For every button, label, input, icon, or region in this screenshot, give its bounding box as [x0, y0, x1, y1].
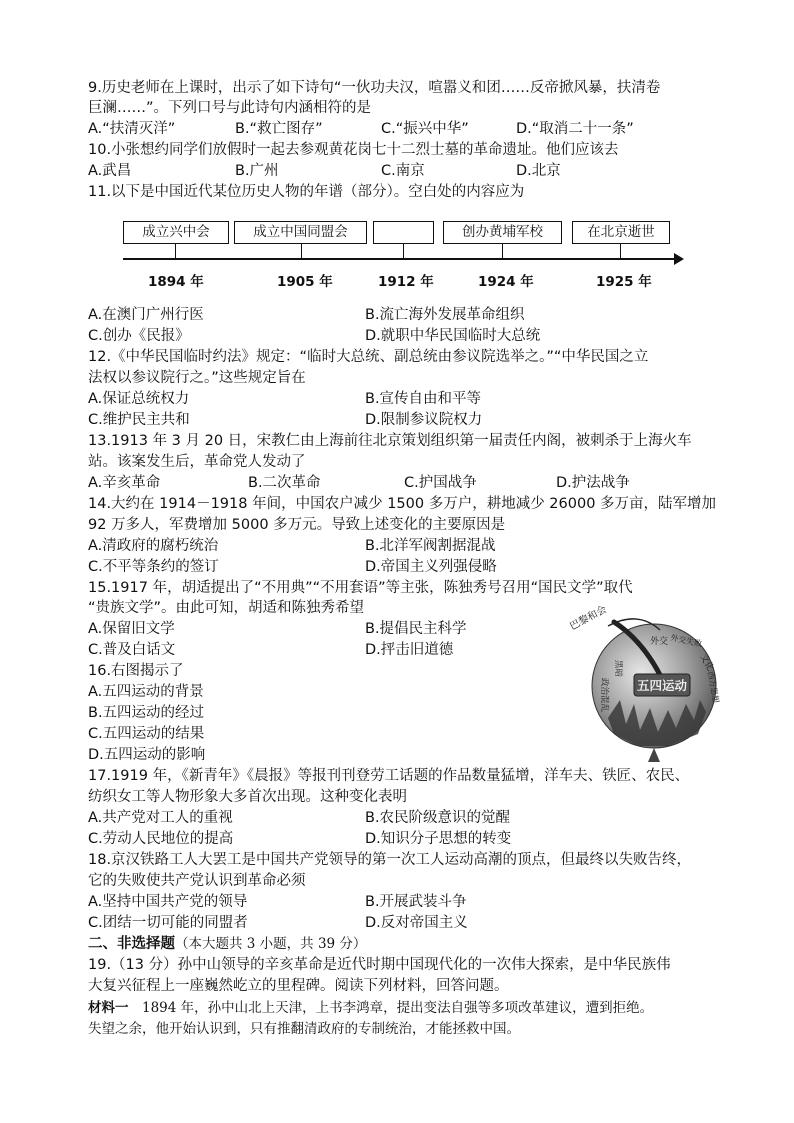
timeline-tick [175, 243, 176, 258]
q15-stem-line2: “贵族文学”。由此可知，胡适和陈独秀希望 [88, 600, 365, 616]
timeline-event-5: 在北京逝世 [572, 221, 670, 244]
q18-stem-line1: 18.京汉铁路工人大罢工是中国共产党领导的第一次工人运动高潮的顶点，但最终以失败告终， [88, 852, 692, 868]
timeline-tick [301, 243, 302, 258]
q16-cartoon-figure [568, 600, 720, 768]
timeline-tick [620, 243, 621, 258]
q11-option-a[interactable]: A.在澳门广州行医 [88, 307, 204, 323]
q10-stem: 10.小张想约同学们放假时一起去参观黄花岗七十二烈士墓的革命遗址。他们应该去 [88, 142, 619, 158]
q13-option-a[interactable]: A.辛亥革命 [88, 475, 161, 491]
q17-option-b[interactable]: B.农民阶级意识的觉醒 [365, 810, 511, 826]
figure-label-darkness: 黑暗 [613, 660, 623, 678]
section2-note: （本大题共 3 小题，共 39 分） [175, 936, 367, 952]
q12-stem-line2: 法权以参议院行之。”这些规定旨在 [88, 370, 306, 386]
q9-option-a[interactable]: A.“扶清灭洋” [88, 121, 176, 137]
q10-option-c[interactable]: C.南京 [381, 163, 425, 179]
q12-stem-line1: 12.《中华民国临时约法》规定：“临时大总统、副总统由参议院选举之。”“中华民国之立 [88, 349, 649, 365]
q18-stem-line2: 它的失败使共产党认识到革命必须 [88, 873, 306, 889]
q14-option-a[interactable]: A.清政府的腐朽统治 [88, 538, 219, 554]
timeline-year-1: 1894 年 [148, 274, 204, 290]
q14-option-b[interactable]: B.北洋军阀割据混战 [365, 538, 496, 554]
q14-option-c[interactable]: C.不平等条约的签订 [88, 559, 219, 575]
q13-option-c[interactable]: C.护国战争 [404, 475, 477, 491]
q17-stem-line2: 纺织女工等人物形象大多首次出现。这种变化表明 [88, 789, 407, 805]
timeline-event-4: 创办黄埔军校 [443, 221, 562, 244]
q12-option-b[interactable]: B.宣传自由和平等 [365, 391, 482, 407]
q15-option-d[interactable]: D.抨击旧道德 [365, 642, 454, 658]
q16-option-c[interactable]: C.五四运动的结果 [88, 726, 205, 742]
q18-option-b[interactable]: B.开展武装斗争 [365, 894, 467, 910]
timeline-event-2: 成立中国同盟会 [234, 221, 367, 244]
q17-option-c[interactable]: C.劳动人民地位的提高 [88, 831, 234, 847]
q10-option-a[interactable]: A.武昌 [88, 163, 132, 179]
q18-option-c[interactable]: C.团结一切可能的同盟者 [88, 915, 248, 931]
timeline-tick [502, 243, 503, 258]
q9-option-b[interactable]: B.“救亡图存” [235, 121, 323, 137]
timeline-year-2: 1905 年 [277, 274, 333, 290]
figure-label-western-thought: 西方思想 [706, 670, 720, 704]
figure-label-politics: 政治混乱 [599, 678, 609, 713]
q11-option-b[interactable]: B.流亡海外发展革命组织 [365, 307, 525, 323]
q12-option-d[interactable]: D.限制参议院权力 [365, 412, 483, 428]
q19-stem-line2: 大复兴征程上一座巍然屹立的里程碑。阅读下列材料，回答问题。 [88, 978, 509, 994]
q10-option-b[interactable]: B.广州 [235, 163, 279, 179]
q11-option-d[interactable]: D.就职中华民国临时大总统 [365, 328, 541, 344]
q13-option-b[interactable]: B.二次革命 [248, 475, 321, 491]
timeline-event-blank [373, 221, 434, 244]
timeline-year-3: 1912 年 [378, 274, 434, 290]
timeline-axis [123, 258, 676, 260]
q15-option-b[interactable]: B.提倡民主科学 [365, 621, 467, 637]
figure-label-paris: 巴黎和会 [568, 604, 609, 633]
material-label: 材料一 [88, 1000, 129, 1016]
timeline-arrow-icon [674, 253, 684, 265]
q19-material-1-line2: 失望之余，他开始认识到，只有推翻清政府的专制统治，才能拯救中国。 [88, 1021, 520, 1037]
q14-stem-line1: 14.大约在 1914－1918 年间，中国农户减少 1500 多万户，耕地减少 26000 多万亩，陆军增加 [88, 496, 717, 512]
q12-option-c[interactable]: C.维护民主共和 [88, 412, 190, 428]
figure-center-label: 五四运动 [636, 678, 688, 693]
section2-title: 二、非选择题 [88, 936, 175, 952]
q10-option-d[interactable]: D.北京 [516, 163, 561, 179]
q15-stem-line1: 15.1917 年，胡适提出了“不用典”“不用套语”等主张，陈独秀号召用“国民文学”取代 [88, 580, 633, 596]
q17-stem-line1: 17.1919 年，《新青年》《晨报》等报刊刊登劳工话题的作品数量猛增，洋车夫、铁匠、农民、 [88, 768, 690, 784]
q9-option-d[interactable]: D.“取消二十一条” [516, 121, 634, 137]
q14-option-d[interactable]: D.帝国主义列强侵略 [365, 559, 497, 575]
q11-stem: 11.以下是中国近代某位历史人物的年谱（部分）。空白处的内容应为 [88, 184, 525, 200]
timeline-year-4: 1924 年 [478, 274, 534, 290]
q17-option-d[interactable]: D.知识分子思想的转变 [365, 831, 512, 847]
figure-label-culture: 文化 [697, 652, 716, 674]
q19-material-1-line1 [88, 998, 653, 1018]
timeline-event-1: 成立兴中会 [123, 221, 229, 244]
q18-option-d[interactable]: D.反对帝国主义 [365, 915, 468, 931]
section2-heading [88, 934, 366, 954]
timeline-year-5: 1925 年 [596, 274, 652, 290]
q15-option-a[interactable]: A.保留旧文学 [88, 621, 175, 637]
q12-option-a[interactable]: A.保证总统权力 [88, 391, 190, 407]
q15-option-c[interactable]: C.普及白话文 [88, 642, 176, 658]
q16-stem: 16.右图揭示了 [88, 663, 184, 679]
q9-stem-line2: 巨澜……”。下列口号与此诗句内涵相符的是 [88, 100, 372, 116]
q17-option-a[interactable]: A.共产党对工人的重视 [88, 810, 233, 826]
q9-stem-line1: 9.历史老师在上课时，出示了如下诗句“一伙功夫汉，喧嚣义和团……反帝掀风暴，扶清卷 [88, 80, 661, 96]
q16-option-d[interactable]: D.五四运动的影响 [88, 747, 206, 763]
q14-stem-line2: 92 万多人，军费增加 5000 多万元。导致上述变化的主要原因是 [88, 517, 506, 533]
figure-label-diplomacy: 外交 [650, 637, 669, 647]
q11-option-c[interactable]: C.创办《民报》 [88, 328, 190, 344]
q9-option-c[interactable]: C.“振兴中华” [381, 121, 469, 137]
q18-option-a[interactable]: A.坚持中国共产党的领导 [88, 894, 248, 910]
q13-stem-line2: 站。该案发生后，革命党人发动了 [88, 454, 306, 470]
q19-stem-line1: 19.（13 分）孙中山领导的辛亥革命是近代时期中国现代化的一次伟大探索，是中华民族伟 [88, 957, 671, 973]
q13-option-d[interactable]: D.护法战争 [556, 475, 630, 491]
q13-stem-line1: 13.1913 年 3 月 20 日，宋教仁由上海前往北京策划组织第一届责任内阁，被刺杀于上海火车 [88, 433, 692, 449]
q16-option-a[interactable]: A.五四运动的背景 [88, 684, 204, 700]
timeline-tick [403, 243, 404, 258]
figure-label-diplomatic-failure: 外交失败 [669, 633, 703, 649]
material-text: 1894 年，孙中山北上天津，上书李鸿章，提出变法自强等多项改革建议，遭到拒绝。 [128, 1000, 654, 1016]
q16-option-b[interactable]: B.五四运动的经过 [88, 705, 205, 721]
